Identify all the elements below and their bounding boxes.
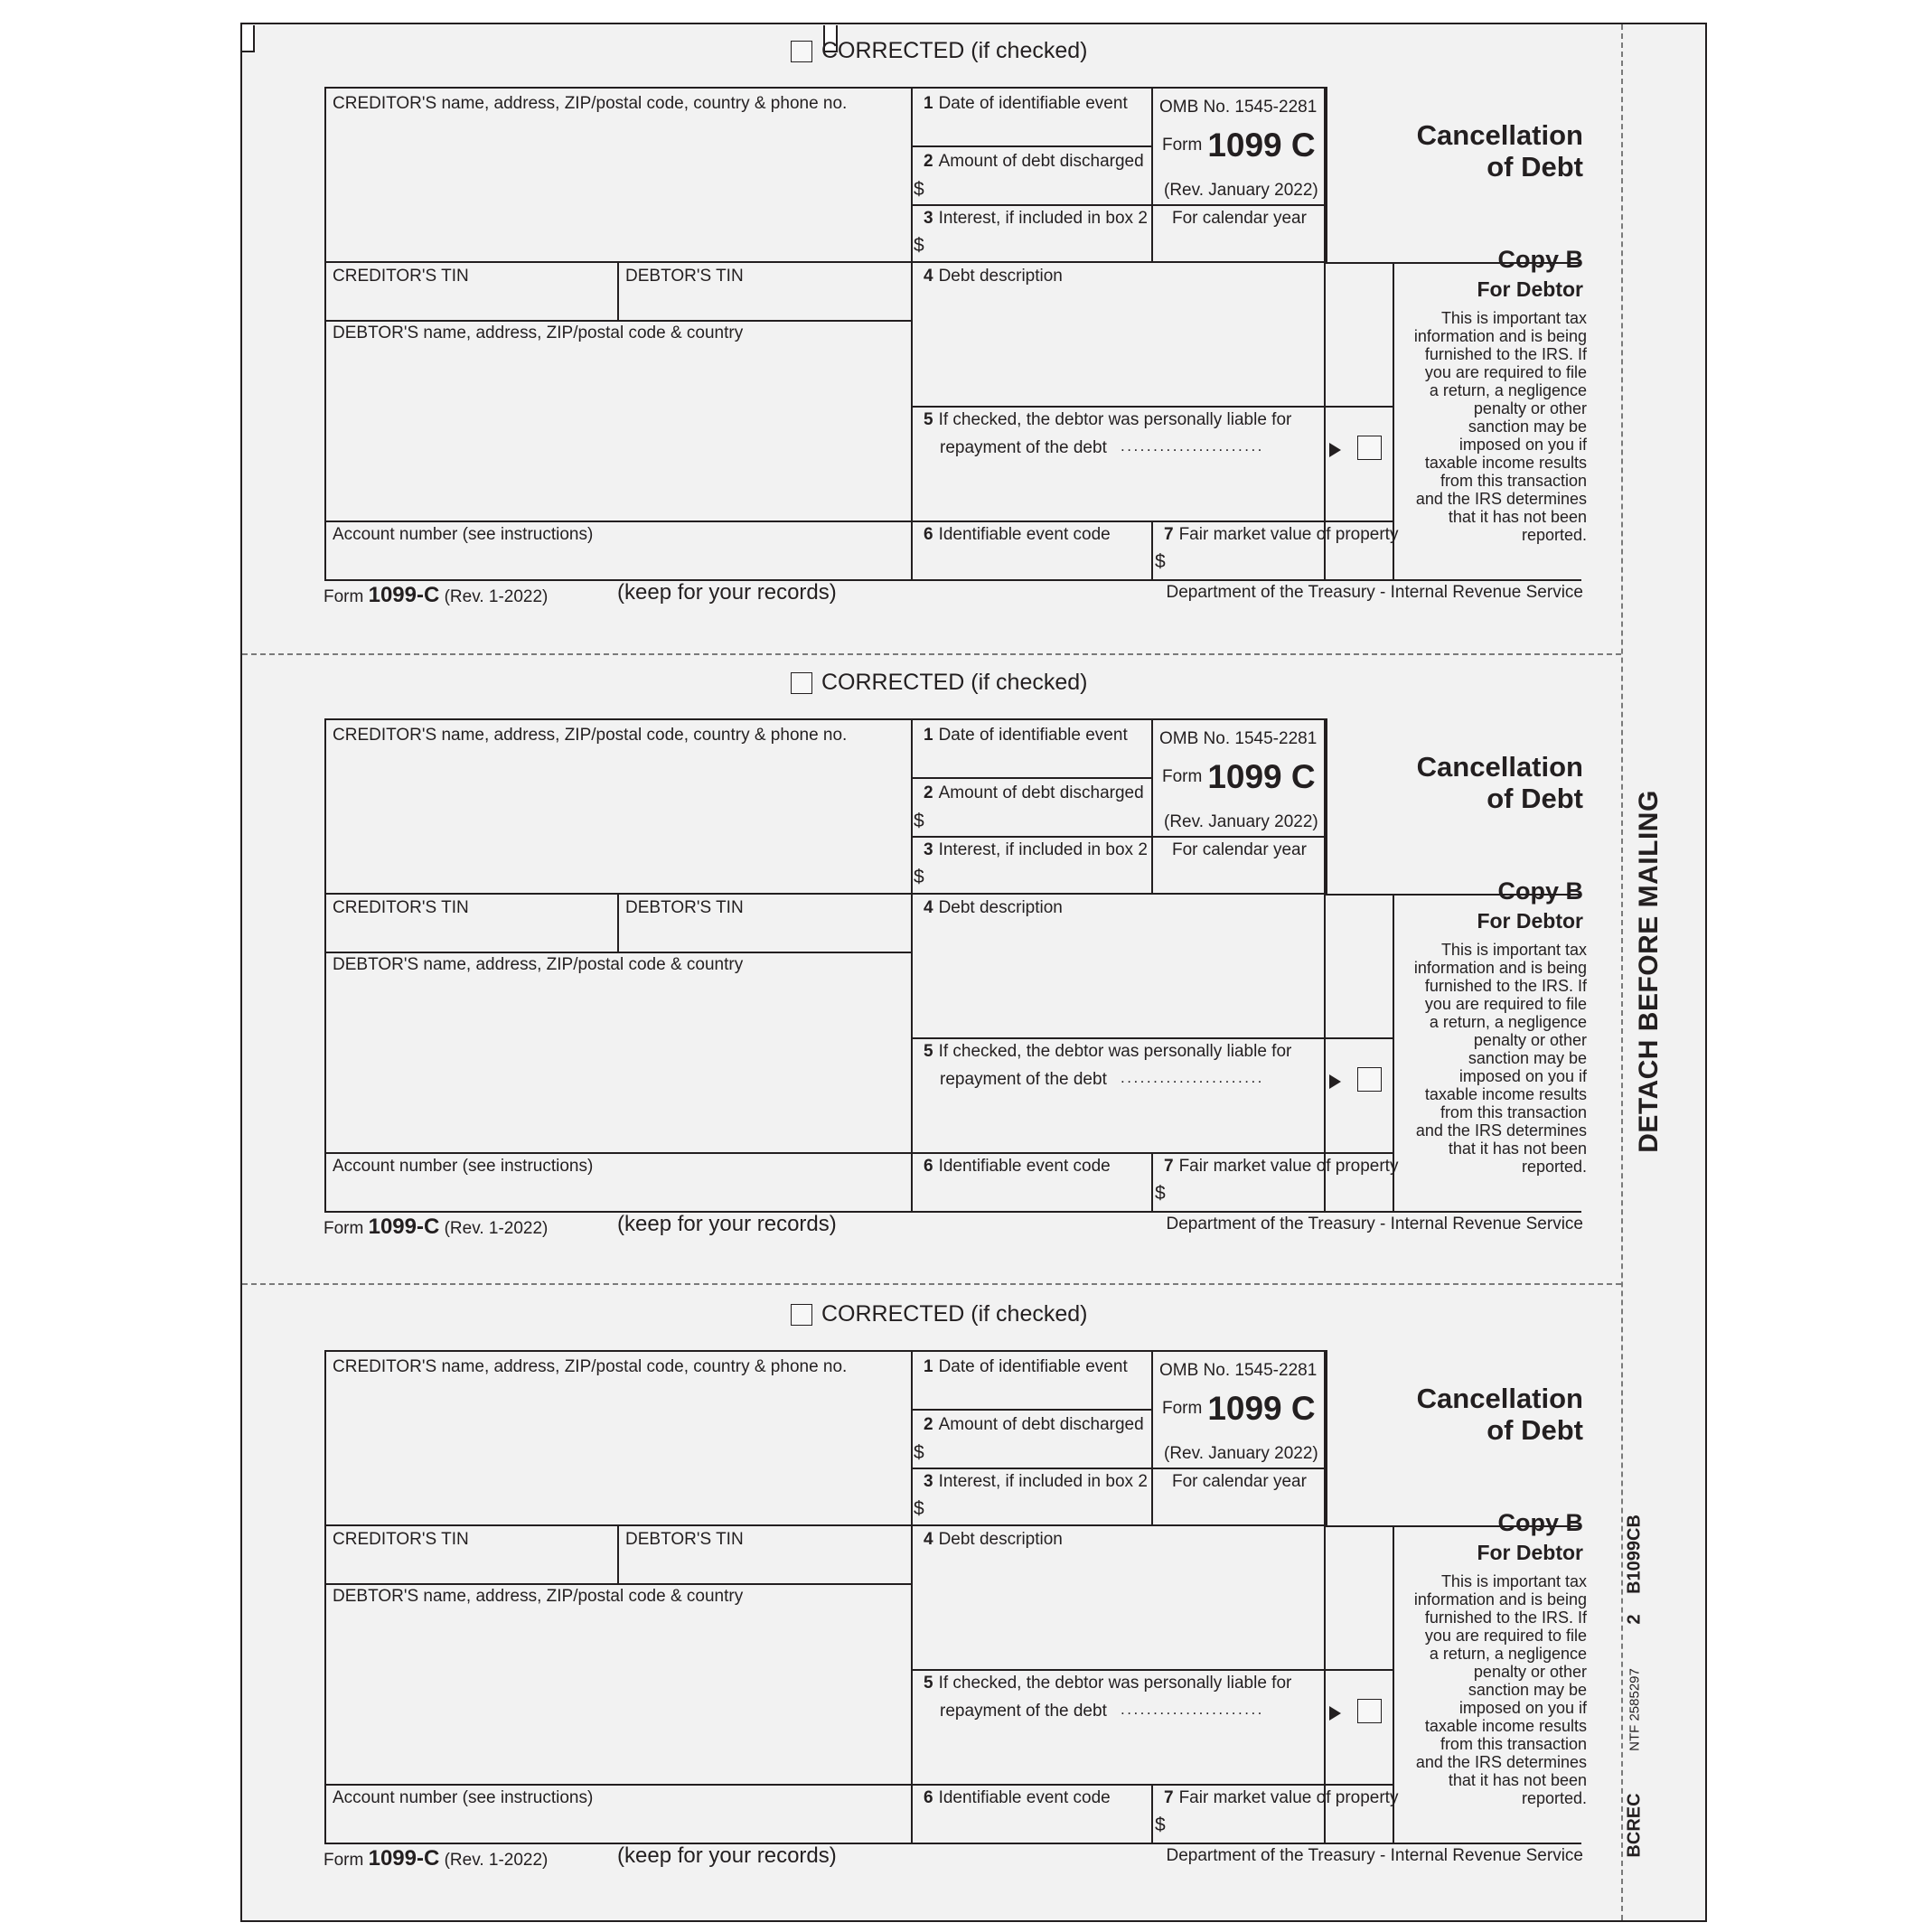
form-copy-1 — [0, 0, 1932, 618]
grid-divider — [1325, 1843, 1581, 1844]
box1-label: 1 Date of identifiable event — [924, 726, 1128, 745]
grid-divider — [911, 1409, 1151, 1411]
box5-leader-dots: ...................... — [1121, 1069, 1264, 1086]
tax-notice — [1402, 1572, 1587, 1807]
box1-label: 1 Date of identifiable event — [924, 94, 1128, 113]
box4-label: 4 Debt description — [924, 267, 1063, 286]
tax-notice-line: information and is being — [1413, 1590, 1587, 1608]
grid-divider — [911, 1468, 1327, 1469]
grid-divider — [324, 320, 911, 322]
corrected-checkbox[interactable] — [791, 1304, 812, 1326]
omb-number: OMB No. 1545-2281 — [1159, 1361, 1318, 1380]
tax-notice — [1402, 941, 1587, 1176]
box6-label: 6 Identifiable event code — [924, 1788, 1111, 1807]
tax-notice-line: This is important tax — [1440, 1572, 1587, 1590]
footer-department: Department of the Treasury - Internal Revenue Service — [1166, 1215, 1583, 1233]
grid-divider — [911, 836, 1327, 838]
copy-b-label: Copy B — [1497, 877, 1583, 905]
account-number-label: Account number (see instructions) — [333, 525, 594, 544]
box5-leader-dots: ...................... — [1121, 1701, 1264, 1718]
footer-form-id: Form 1099-C (Rev. 1-2022) — [324, 583, 549, 607]
personally-liable-checkbox[interactable] — [1357, 1699, 1382, 1723]
form-title: Cancellation of Debt — [1416, 1383, 1583, 1446]
grid-divider — [1151, 1152, 1153, 1213]
tax-notice — [1402, 309, 1587, 544]
box3-label: 3 Interest, if included in box 2 — [924, 209, 1148, 228]
grid-divider — [1151, 87, 1153, 263]
tax-notice-line: taxable income results — [1424, 1085, 1587, 1103]
grid-divider — [324, 1784, 1393, 1786]
for-debtor-label: For Debtor — [1477, 909, 1583, 933]
tax-notice-line: furnished to the IRS. If — [1424, 345, 1587, 363]
detach-before-mailing-text: DETACH BEFORE MAILING — [1634, 790, 1664, 1153]
account-number-label: Account number (see instructions) — [333, 1788, 594, 1807]
for-debtor-label: For Debtor — [1477, 277, 1583, 301]
tax-notice-line: furnished to the IRS. If — [1424, 1608, 1587, 1627]
grid-divider — [911, 406, 1393, 408]
form-copy-3 — [0, 1245, 1932, 1881]
omb-number: OMB No. 1545-2281 — [1159, 729, 1318, 748]
tax-notice-line: reported. — [1521, 1158, 1587, 1176]
grid-divider — [911, 777, 1151, 779]
debtor-tin-label: DEBTOR'S TIN — [625, 898, 744, 917]
personally-liable-checkbox[interactable] — [1357, 436, 1382, 460]
debtor-tin-label: DEBTOR'S TIN — [625, 267, 744, 286]
tax-notice-line: furnished to the IRS. If — [1424, 977, 1587, 995]
revision-date: (Rev. January 2022) — [1164, 1444, 1318, 1463]
footer-form-id: Form 1099-C (Rev. 1-2022) — [324, 1215, 549, 1239]
tax-notice-line: sanction may be — [1468, 417, 1587, 436]
box6-label: 6 Identifiable event code — [924, 1157, 1111, 1176]
box7-dollar: $ — [1155, 1815, 1166, 1835]
side-ntf-code: NTF 2585297 — [1627, 1668, 1643, 1751]
tax-notice-line: penalty or other — [1473, 1031, 1587, 1049]
debtor-name-label: DEBTOR'S name, address, ZIP/postal code & country — [333, 324, 744, 342]
tax-notice-line: taxable income results — [1424, 1717, 1587, 1735]
grid-divider — [324, 1583, 911, 1585]
grid-divider — [1325, 1211, 1581, 1213]
tax-notice-line: imposed on you if — [1458, 436, 1587, 454]
tax-notice-line: that it has not been — [1448, 508, 1587, 526]
tax-notice-line: that it has not been — [1448, 1140, 1587, 1158]
grid-divider — [1151, 521, 1153, 581]
corrected-label: CORRECTED (if checked) — [821, 1301, 1088, 1327]
footer-department: Department of the Treasury - Internal Revenue Service — [1166, 583, 1583, 602]
grid-divider — [911, 1350, 913, 1844]
footer-department: Department of the Treasury - Internal Revenue Service — [1166, 1846, 1583, 1865]
form-number-header: Form 1099 C — [1162, 127, 1316, 164]
tax-notice-line: penalty or other — [1473, 1663, 1587, 1681]
calendar-year-label: For calendar year — [1172, 840, 1307, 859]
side-bcrec-code: BCREC — [1624, 1793, 1645, 1858]
footer-keep-records: (keep for your records) — [617, 580, 837, 605]
box2-label: 2 Amount of debt discharged — [924, 152, 1144, 171]
box2-label: 2 Amount of debt discharged — [924, 783, 1144, 802]
box3-label: 3 Interest, if included in box 2 — [924, 1472, 1148, 1491]
box5-label-line2: repayment of the debt — [940, 438, 1107, 457]
tax-notice-line: from this transaction — [1440, 1735, 1587, 1753]
tax-notice-line: This is important tax — [1440, 309, 1587, 327]
tax-notice-line: you are required to file — [1424, 995, 1587, 1013]
for-debtor-label: For Debtor — [1477, 1541, 1583, 1564]
tax-notice-line: from this transaction — [1440, 1103, 1587, 1121]
omb-number: OMB No. 1545-2281 — [1159, 98, 1318, 117]
box5-label-line2: repayment of the debt — [940, 1702, 1107, 1721]
box3-label: 3 Interest, if included in box 2 — [924, 840, 1148, 859]
box3-dollar: $ — [914, 235, 924, 256]
footer-keep-records: (keep for your records) — [617, 1843, 837, 1868]
form-number-header: Form 1099 C — [1162, 758, 1316, 795]
grid-divider — [1151, 1784, 1153, 1844]
tax-notice-line: you are required to file — [1424, 363, 1587, 381]
box3-dollar: $ — [914, 867, 924, 887]
box2-dollar: $ — [914, 1442, 924, 1463]
tax-notice-line: a return, a negligence — [1429, 381, 1587, 399]
form-title: Cancellation of Debt — [1416, 119, 1583, 183]
tax-notice-line: penalty or other — [1473, 399, 1587, 417]
box5-label: 5 If checked, the debtor was personally liable for — [924, 1674, 1292, 1693]
calendar-year-label: For calendar year — [1172, 209, 1307, 228]
arrow-right-icon — [1329, 443, 1341, 457]
box1-label: 1 Date of identifiable event — [924, 1357, 1128, 1376]
calendar-year-label: For calendar year — [1172, 1472, 1307, 1491]
box4-label: 4 Debt description — [924, 898, 1063, 917]
box2-dollar: $ — [914, 811, 924, 831]
copy-b-label: Copy B — [1497, 246, 1583, 273]
box6-label: 6 Identifiable event code — [924, 525, 1111, 544]
side-code-b1099cb: B1099CB — [1624, 1515, 1645, 1594]
grid-divider — [1151, 718, 1153, 895]
tax-notice-line: information and is being — [1413, 959, 1587, 977]
grid-divider — [911, 718, 913, 1213]
box2-label: 2 Amount of debt discharged — [924, 1415, 1144, 1434]
footer-keep-records: (keep for your records) — [617, 1212, 837, 1236]
footer-form-id: Form 1099-C (Rev. 1-2022) — [324, 1846, 549, 1871]
grid-divider — [617, 262, 619, 320]
grid-divider — [911, 145, 1151, 147]
tax-notice-line: that it has not been — [1448, 1771, 1587, 1789]
form-title: Cancellation of Debt — [1416, 751, 1583, 814]
box4-label: 4 Debt description — [924, 1530, 1063, 1549]
tax-notice-line: and the IRS determines — [1415, 1121, 1587, 1140]
tax-notice-line: a return, a negligence — [1429, 1013, 1587, 1031]
box7-label: 7 Fair market value of property — [1164, 1788, 1399, 1807]
revision-date: (Rev. January 2022) — [1164, 181, 1318, 200]
tax-notice-line: taxable income results — [1424, 454, 1587, 472]
box5-label: 5 If checked, the debtor was personally liable for — [924, 1042, 1292, 1061]
grid-divider — [911, 87, 913, 581]
tax-notice-line: imposed on you if — [1458, 1699, 1587, 1717]
debtor-tin-label: DEBTOR'S TIN — [625, 1530, 744, 1549]
tax-notice-line: sanction may be — [1468, 1681, 1587, 1699]
creditor-name-label: CREDITOR'S name, address, ZIP/postal code, country & phone no. — [333, 726, 848, 745]
grid-divider — [324, 1152, 1393, 1154]
tax-notice-line: reported. — [1521, 1789, 1587, 1807]
box5-label-line2: repayment of the debt — [940, 1070, 1107, 1089]
form-number-header: Form 1099 C — [1162, 1390, 1316, 1427]
tax-notice-line: you are required to file — [1424, 1627, 1587, 1645]
creditor-tin-label: CREDITOR'S TIN — [333, 898, 469, 917]
tax-notice-line: and the IRS determines — [1415, 490, 1587, 508]
grid-divider — [911, 1037, 1393, 1039]
tax-notice-line: reported. — [1521, 526, 1587, 544]
corrected-checkbox[interactable] — [791, 672, 812, 694]
grid-divider — [617, 894, 619, 952]
tax-notice-line: imposed on you if — [1458, 1067, 1587, 1085]
tax-notice-line: a return, a negligence — [1429, 1645, 1587, 1663]
box3-dollar: $ — [914, 1498, 924, 1519]
grid-divider — [911, 204, 1327, 206]
personally-liable-checkbox[interactable] — [1357, 1067, 1382, 1092]
tax-notice-line: and the IRS determines — [1415, 1753, 1587, 1771]
tax-notice-line: from this transaction — [1440, 472, 1587, 490]
arrow-right-icon — [1329, 1706, 1341, 1721]
copy-b-label: Copy B — [1497, 1509, 1583, 1536]
corrected-label: CORRECTED (if checked) — [821, 38, 1088, 63]
revision-date: (Rev. January 2022) — [1164, 812, 1318, 831]
corrected-label: CORRECTED (if checked) — [821, 670, 1088, 695]
creditor-tin-label: CREDITOR'S TIN — [333, 1530, 469, 1549]
tax-notice-line: sanction may be — [1468, 1049, 1587, 1067]
debtor-name-label: DEBTOR'S name, address, ZIP/postal code & country — [333, 955, 744, 974]
creditor-name-label: CREDITOR'S name, address, ZIP/postal code, country & phone no. — [333, 1357, 848, 1376]
side-code-2: 2 — [1624, 1614, 1645, 1625]
grid-divider — [324, 952, 911, 953]
creditor-tin-label: CREDITOR'S TIN — [333, 267, 469, 286]
creditor-name-label: CREDITOR'S name, address, ZIP/postal code, country & phone no. — [333, 94, 848, 113]
box2-dollar: $ — [914, 179, 924, 200]
box7-dollar: $ — [1155, 551, 1166, 572]
form-copy-2 — [0, 614, 1932, 1250]
tax-notice-line: information and is being — [1413, 327, 1587, 345]
account-number-label: Account number (see instructions) — [333, 1157, 594, 1176]
grid-divider — [1151, 1350, 1153, 1526]
grid-divider — [911, 1669, 1393, 1671]
box7-dollar: $ — [1155, 1183, 1166, 1204]
grid-divider — [1325, 579, 1581, 581]
box7-label: 7 Fair market value of property — [1164, 525, 1399, 544]
debtor-name-label: DEBTOR'S name, address, ZIP/postal code & country — [333, 1587, 744, 1606]
box5-leader-dots: ...................... — [1121, 437, 1264, 455]
box5-label: 5 If checked, the debtor was personally liable for — [924, 410, 1292, 429]
corrected-checkbox[interactable] — [791, 41, 812, 62]
grid-divider — [617, 1525, 619, 1583]
arrow-right-icon — [1329, 1074, 1341, 1089]
tax-notice-line: This is important tax — [1440, 941, 1587, 959]
grid-divider — [324, 521, 1393, 522]
box7-label: 7 Fair market value of property — [1164, 1157, 1399, 1176]
